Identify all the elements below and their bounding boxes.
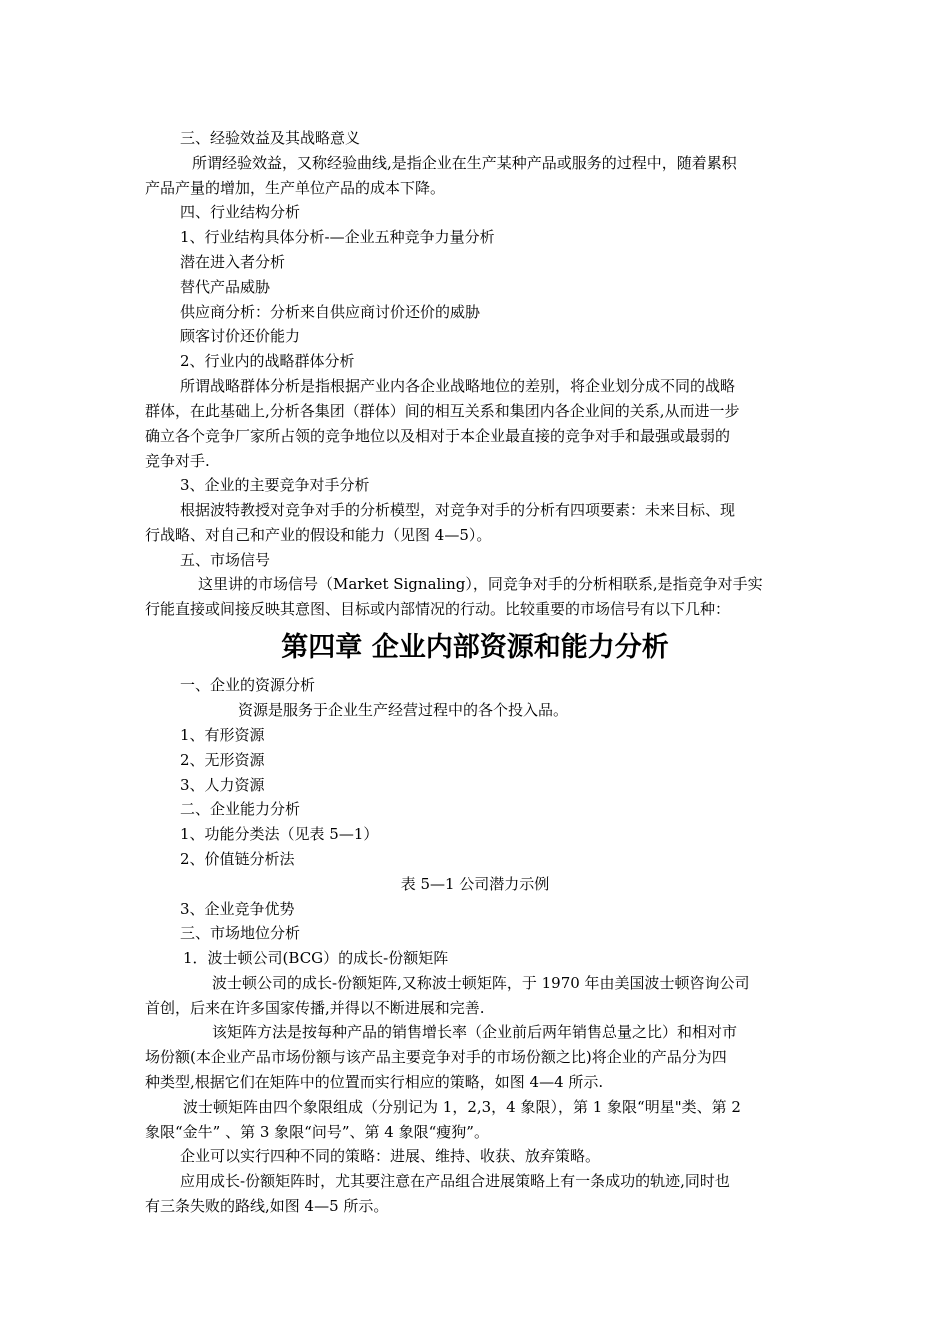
list-item: 1、有形资源 bbox=[180, 726, 265, 744]
paragraph-line: 产品产量的增加，生产单位产品的成本下降。 bbox=[145, 179, 446, 197]
subheading-strategic-groups: 2、行业内的战略群体分析 bbox=[180, 352, 355, 370]
heading-experience-effect: 三、经验效益及其战略意义 bbox=[180, 129, 361, 147]
heading-industry-structure: 四、行业结构分析 bbox=[180, 203, 301, 221]
paragraph-line: 波士顿矩阵由四个象限组成（分别记为 1，2,3，4 象限），第 1 象限“明星"类、第 2 bbox=[183, 1098, 741, 1116]
paragraph-line: 所谓战略群体分析是指根据产业内各企业战略地位的差别，将企业划分成不同的战略 bbox=[180, 377, 736, 395]
paragraph-line: 这里讲的市场信号（Market Signaling），同竞争对手的分析相联系,是指竞争对手实 bbox=[198, 575, 763, 593]
list-item: 2、无形资源 bbox=[180, 751, 265, 769]
table-caption: 表 5—1 公司潜力示例 bbox=[400, 875, 550, 893]
subheading-bcg-matrix: 1．波士顿公司(BCG）的成长-份额矩阵 bbox=[183, 949, 449, 967]
paragraph-line: 场份额(本企业产品市场份额与该产品主要竞争对手的市场份额之比)将企业的产品分为四 bbox=[145, 1048, 727, 1066]
paragraph-line: 行能直接或间接反映其意图、目标或内部情况的行动。比较重要的市场信号有以下几种： bbox=[145, 600, 731, 618]
paragraph-line: 群体，在此基础上,分析各集团（群体）间的相互关系和集团内各企业间的关系,从而进一步 bbox=[145, 402, 740, 420]
paragraph-line: 企业可以实行四种不同的策略：进展、维持、收获、放弃策略。 bbox=[180, 1147, 601, 1165]
list-item: 2、价值链分析法 bbox=[180, 850, 295, 868]
paragraph-line: 应用成长-份额矩阵时，尤其要注意在产品组合进展策略上有一条成功的轨迹,同时也 bbox=[180, 1172, 730, 1190]
heading-capability-analysis: 二、企业能力分析 bbox=[180, 800, 301, 818]
heading-market-signals: 五、市场信号 bbox=[180, 551, 271, 569]
subheading-competitors: 3、企业的主要竞争对手分析 bbox=[180, 476, 370, 494]
paragraph-line: 种类型,根据它们在矩阵中的位置而实行相应的策略，如图 4—4 所示. bbox=[145, 1073, 604, 1091]
paragraph-line: 根据波特教授对竞争对手的分析模型，对竞争对手的分析有四项要素：未来目标、现 bbox=[180, 501, 736, 519]
paragraph-line: 有三条失败的路线,如图 4—5 所示。 bbox=[145, 1197, 389, 1215]
paragraph-line: 所谓经验效益，又称经验曲线,是指企业在生产某种产品或服务的过程中，随着累积 bbox=[192, 154, 737, 172]
list-item: 3、人力资源 bbox=[180, 776, 265, 794]
list-item: 潜在进入者分析 bbox=[180, 253, 286, 271]
paragraph-line: 行战略、对自己和产业的假设和能力（见图 4—5）。 bbox=[145, 526, 492, 544]
paragraph-line: 资源是服务于企业生产经营过程中的各个投入品。 bbox=[238, 701, 569, 719]
heading-resource-analysis: 一、企业的资源分析 bbox=[180, 676, 316, 694]
list-item: 1、功能分类法（见表 5—1） bbox=[180, 825, 379, 843]
subheading-five-forces: 1、行业结构具体分析-—企业五种竞争力量分析 bbox=[180, 228, 495, 246]
paragraph-line: 首创，后来在许多国家传播,并得以不断进展和完善. bbox=[145, 999, 485, 1017]
chapter-title: 第四章 企业内部资源和能力分析 bbox=[281, 632, 669, 663]
list-item: 供应商分析：分析来自供应商讨价还价的威胁 bbox=[180, 303, 481, 321]
list-item: 替代产品威胁 bbox=[180, 278, 271, 296]
list-item: 顾客讨价还价能力 bbox=[180, 327, 301, 345]
paragraph-line: 竞争对手. bbox=[145, 452, 210, 470]
list-item: 3、企业竞争优势 bbox=[180, 900, 295, 918]
paragraph-line: 波士顿公司的成长-份额矩阵,又称波士顿矩阵，于 1970 年由美国波士顿咨询公司 bbox=[212, 974, 750, 992]
heading-market-position: 三、市场地位分析 bbox=[180, 924, 301, 942]
paragraph-line: 确立各个竞争厂家所占领的竞争地位以及相对于本企业最直接的竞争对手和最强或最弱的 bbox=[145, 427, 731, 445]
paragraph-line: 该矩阵方法是按每种产品的销售增长率（企业前后两年销售总量之比）和相对市 bbox=[212, 1023, 738, 1041]
paragraph-line: 象限“金牛” 、第 3 象限“问号”、第 4 象限“瘦狗”。 bbox=[145, 1123, 489, 1141]
